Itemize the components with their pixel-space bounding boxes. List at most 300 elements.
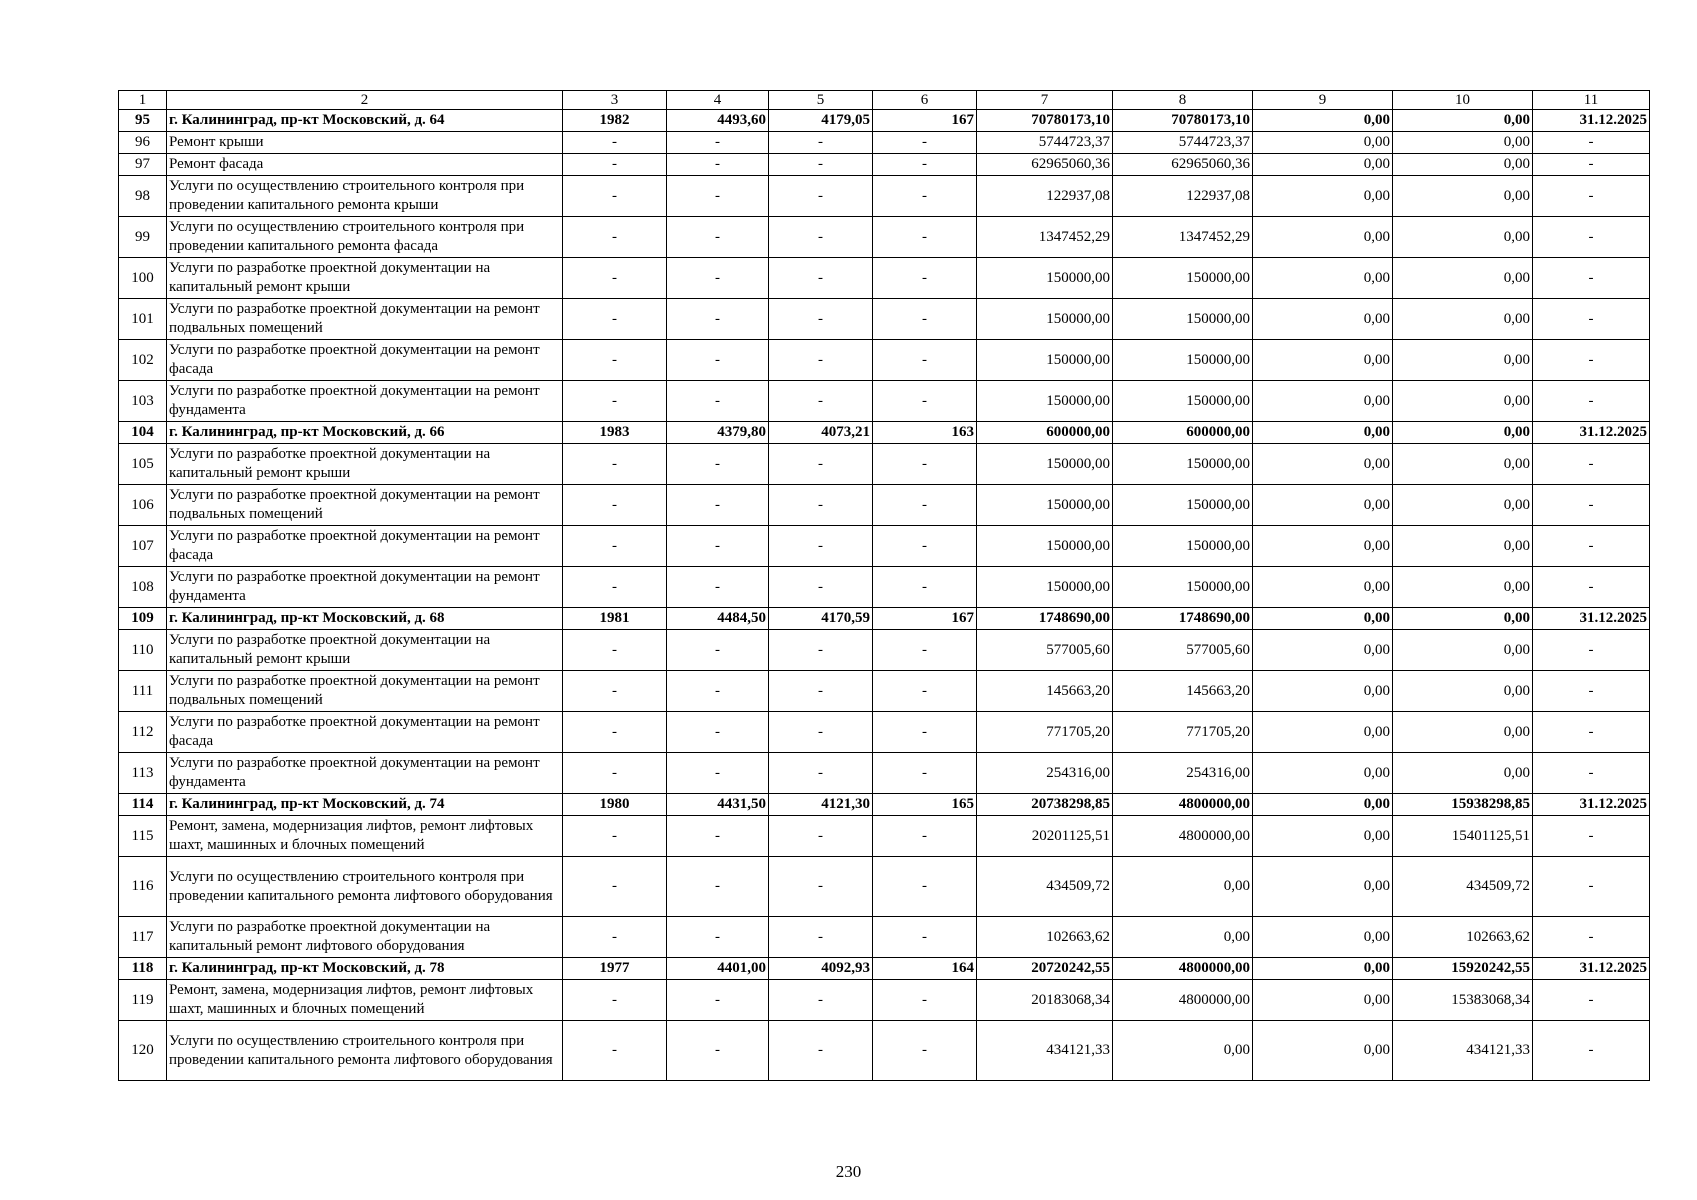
cell-col-6: - bbox=[873, 753, 977, 794]
cell-col-10: 0,00 bbox=[1393, 444, 1533, 485]
cell-col-7: 600000,00 bbox=[977, 422, 1113, 444]
cell-col-6: - bbox=[873, 980, 977, 1021]
cell-col-3: - bbox=[563, 857, 667, 917]
cell-col-5: - bbox=[769, 154, 873, 176]
cell-col-11: - bbox=[1533, 485, 1650, 526]
column-header: 7 bbox=[977, 91, 1113, 110]
row-number: 115 bbox=[119, 816, 167, 857]
cell-col-5: - bbox=[769, 567, 873, 608]
cell-col-8: 0,00 bbox=[1113, 1021, 1253, 1081]
work-item-row bbox=[119, 217, 1650, 258]
item-name: Ремонт крыши bbox=[167, 132, 563, 154]
row-number: 114 bbox=[119, 794, 167, 816]
cell-col-10: 0,00 bbox=[1393, 258, 1533, 299]
cell-col-4: - bbox=[667, 917, 769, 958]
cell-col-10: 0,00 bbox=[1393, 567, 1533, 608]
item-name: Ремонт фасада bbox=[167, 154, 563, 176]
cell-col-10: 15401125,51 bbox=[1393, 816, 1533, 857]
cell-col-3: 1980 bbox=[563, 794, 667, 816]
cell-col-10: 15938298,85 bbox=[1393, 794, 1533, 816]
cell-col-7: 70780173,10 bbox=[977, 110, 1113, 132]
cell-col-7: 150000,00 bbox=[977, 485, 1113, 526]
cell-col-10: 0,00 bbox=[1393, 299, 1533, 340]
cell-col-5: - bbox=[769, 444, 873, 485]
row-number: 108 bbox=[119, 567, 167, 608]
cell-col-7: 771705,20 bbox=[977, 712, 1113, 753]
cell-col-5: - bbox=[769, 132, 873, 154]
cell-col-9: 0,00 bbox=[1253, 567, 1393, 608]
cell-col-10: 102663,62 bbox=[1393, 917, 1533, 958]
cell-col-10: 0,00 bbox=[1393, 753, 1533, 794]
cell-col-8: 150000,00 bbox=[1113, 258, 1253, 299]
item-name: г. Калининград, пр-кт Московский, д. 66 bbox=[167, 422, 563, 444]
cell-col-4: - bbox=[667, 132, 769, 154]
cell-col-5: - bbox=[769, 340, 873, 381]
cell-col-11: 31.12.2025 bbox=[1533, 608, 1650, 630]
cell-col-7: 434121,33 bbox=[977, 1021, 1113, 1081]
cell-col-5: - bbox=[769, 857, 873, 917]
row-number: 111 bbox=[119, 671, 167, 712]
address-row bbox=[119, 958, 1650, 980]
item-name: Услуги по разработке проектной документации на ремонт подвальных помещений bbox=[167, 671, 563, 712]
cell-col-3: - bbox=[563, 671, 667, 712]
cell-col-11: - bbox=[1533, 917, 1650, 958]
cell-col-10: 0,00 bbox=[1393, 422, 1533, 444]
cell-col-10: 15383068,34 bbox=[1393, 980, 1533, 1021]
cell-col-7: 150000,00 bbox=[977, 567, 1113, 608]
cell-col-7: 150000,00 bbox=[977, 258, 1113, 299]
column-header: 10 bbox=[1393, 91, 1533, 110]
cell-col-11: - bbox=[1533, 567, 1650, 608]
cell-col-11: - bbox=[1533, 1021, 1650, 1081]
cell-col-7: 5744723,37 bbox=[977, 132, 1113, 154]
address-row bbox=[119, 422, 1650, 444]
cell-col-9: 0,00 bbox=[1253, 1021, 1393, 1081]
cell-col-3: - bbox=[563, 444, 667, 485]
cell-col-11: - bbox=[1533, 299, 1650, 340]
cell-col-3: - bbox=[563, 753, 667, 794]
cell-col-7: 20720242,55 bbox=[977, 958, 1113, 980]
cell-col-8: 150000,00 bbox=[1113, 567, 1253, 608]
cell-col-10: 0,00 bbox=[1393, 340, 1533, 381]
cell-col-10: 15920242,55 bbox=[1393, 958, 1533, 980]
cell-col-8: 150000,00 bbox=[1113, 526, 1253, 567]
row-number: 120 bbox=[119, 1021, 167, 1081]
cell-col-4: 4493,60 bbox=[667, 110, 769, 132]
cell-col-6: 167 bbox=[873, 110, 977, 132]
cell-col-4: - bbox=[667, 444, 769, 485]
cell-col-8: 771705,20 bbox=[1113, 712, 1253, 753]
cell-col-3: - bbox=[563, 980, 667, 1021]
cell-col-4: 4431,50 bbox=[667, 794, 769, 816]
cell-col-7: 122937,08 bbox=[977, 176, 1113, 217]
cell-col-8: 150000,00 bbox=[1113, 444, 1253, 485]
cell-col-11: - bbox=[1533, 857, 1650, 917]
address-row bbox=[119, 110, 1650, 132]
cell-col-11: - bbox=[1533, 816, 1650, 857]
cell-col-8: 4800000,00 bbox=[1113, 816, 1253, 857]
row-number: 102 bbox=[119, 340, 167, 381]
cell-col-9: 0,00 bbox=[1253, 444, 1393, 485]
work-item-row bbox=[119, 381, 1650, 422]
cell-col-6: - bbox=[873, 1021, 977, 1081]
cell-col-4: - bbox=[667, 176, 769, 217]
cell-col-6: 165 bbox=[873, 794, 977, 816]
item-name: Услуги по осуществлению строительного контроля при проведении капитального ремонта лифтового оборудования bbox=[167, 857, 563, 917]
item-name: Услуги по разработке проектной документации на капитальный ремонт крыши bbox=[167, 630, 563, 671]
row-number: 112 bbox=[119, 712, 167, 753]
cell-col-3: - bbox=[563, 154, 667, 176]
cell-col-3: - bbox=[563, 176, 667, 217]
cell-col-4: - bbox=[667, 671, 769, 712]
cell-col-8: 150000,00 bbox=[1113, 299, 1253, 340]
row-number: 100 bbox=[119, 258, 167, 299]
cell-col-5: - bbox=[769, 917, 873, 958]
column-header: 3 bbox=[563, 91, 667, 110]
cell-col-8: 150000,00 bbox=[1113, 381, 1253, 422]
cell-col-6: - bbox=[873, 258, 977, 299]
cell-col-5: - bbox=[769, 485, 873, 526]
cell-col-4: - bbox=[667, 217, 769, 258]
work-item-row bbox=[119, 154, 1650, 176]
item-name: Ремонт, замена, модернизация лифтов, ремонт лифтовых шахт, машинных и блочных помещений bbox=[167, 980, 563, 1021]
cell-col-11: 31.12.2025 bbox=[1533, 110, 1650, 132]
cell-col-6: - bbox=[873, 567, 977, 608]
work-item-row bbox=[119, 526, 1650, 567]
row-number: 105 bbox=[119, 444, 167, 485]
cell-col-6: - bbox=[873, 712, 977, 753]
cell-col-4: - bbox=[667, 258, 769, 299]
cell-col-5: - bbox=[769, 176, 873, 217]
cell-col-9: 0,00 bbox=[1253, 958, 1393, 980]
cell-col-7: 20201125,51 bbox=[977, 816, 1113, 857]
cell-col-11: - bbox=[1533, 154, 1650, 176]
cell-col-8: 62965060,36 bbox=[1113, 154, 1253, 176]
item-name: Услуги по разработке проектной документации на капитальный ремонт крыши bbox=[167, 258, 563, 299]
cell-col-8: 600000,00 bbox=[1113, 422, 1253, 444]
cell-col-9: 0,00 bbox=[1253, 422, 1393, 444]
cell-col-9: 0,00 bbox=[1253, 630, 1393, 671]
cell-col-6: - bbox=[873, 132, 977, 154]
cell-col-10: 0,00 bbox=[1393, 132, 1533, 154]
cell-col-8: 145663,20 bbox=[1113, 671, 1253, 712]
cell-col-9: 0,00 bbox=[1253, 712, 1393, 753]
work-item-row bbox=[119, 444, 1650, 485]
column-header: 11 bbox=[1533, 91, 1650, 110]
cell-col-7: 150000,00 bbox=[977, 340, 1113, 381]
cell-col-3: - bbox=[563, 299, 667, 340]
cell-col-3: - bbox=[563, 630, 667, 671]
cell-col-11: - bbox=[1533, 526, 1650, 567]
item-name: Услуги по разработке проектной документации на ремонт фундамента bbox=[167, 753, 563, 794]
cell-col-4: - bbox=[667, 299, 769, 340]
cell-col-7: 145663,20 bbox=[977, 671, 1113, 712]
cell-col-4: - bbox=[667, 340, 769, 381]
cell-col-3: 1982 bbox=[563, 110, 667, 132]
cell-col-5: - bbox=[769, 816, 873, 857]
cell-col-4: - bbox=[667, 485, 769, 526]
cell-col-3: - bbox=[563, 526, 667, 567]
cell-col-3: 1983 bbox=[563, 422, 667, 444]
item-name: Услуги по разработке проектной документации на ремонт подвальных помещений bbox=[167, 299, 563, 340]
row-number: 106 bbox=[119, 485, 167, 526]
cell-col-9: 0,00 bbox=[1253, 110, 1393, 132]
work-item-row bbox=[119, 816, 1650, 857]
cell-col-4: - bbox=[667, 712, 769, 753]
cell-col-10: 0,00 bbox=[1393, 485, 1533, 526]
cell-col-9: 0,00 bbox=[1253, 816, 1393, 857]
cell-col-7: 150000,00 bbox=[977, 381, 1113, 422]
cell-col-5: - bbox=[769, 712, 873, 753]
cell-col-9: 0,00 bbox=[1253, 381, 1393, 422]
cell-col-5: 4179,05 bbox=[769, 110, 873, 132]
cell-col-3: - bbox=[563, 485, 667, 526]
cell-col-7: 20738298,85 bbox=[977, 794, 1113, 816]
cell-col-8: 4800000,00 bbox=[1113, 958, 1253, 980]
cell-col-9: 0,00 bbox=[1253, 154, 1393, 176]
row-number: 107 bbox=[119, 526, 167, 567]
cell-col-4: - bbox=[667, 816, 769, 857]
row-number: 104 bbox=[119, 422, 167, 444]
cell-col-11: - bbox=[1533, 753, 1650, 794]
cell-col-3: - bbox=[563, 712, 667, 753]
cell-col-4: - bbox=[667, 526, 769, 567]
work-item-row bbox=[119, 630, 1650, 671]
cell-col-6: - bbox=[873, 299, 977, 340]
cell-col-6: - bbox=[873, 526, 977, 567]
cell-col-7: 150000,00 bbox=[977, 444, 1113, 485]
row-number: 110 bbox=[119, 630, 167, 671]
column-header: 1 bbox=[119, 91, 167, 110]
cell-col-10: 0,00 bbox=[1393, 154, 1533, 176]
cell-col-5: 4073,21 bbox=[769, 422, 873, 444]
row-number: 101 bbox=[119, 299, 167, 340]
item-name: г. Калининград, пр-кт Московский, д. 68 bbox=[167, 608, 563, 630]
cell-col-11: - bbox=[1533, 381, 1650, 422]
cell-col-11: - bbox=[1533, 630, 1650, 671]
row-number: 118 bbox=[119, 958, 167, 980]
cell-col-5: - bbox=[769, 980, 873, 1021]
cell-col-6: 163 bbox=[873, 422, 977, 444]
cell-col-7: 20183068,34 bbox=[977, 980, 1113, 1021]
cell-col-5: - bbox=[769, 258, 873, 299]
column-header: 6 bbox=[873, 91, 977, 110]
cell-col-7: 254316,00 bbox=[977, 753, 1113, 794]
item-name: Ремонт, замена, модернизация лифтов, ремонт лифтовых шахт, машинных и блочных помещений bbox=[167, 816, 563, 857]
row-number: 117 bbox=[119, 917, 167, 958]
cell-col-9: 0,00 bbox=[1253, 671, 1393, 712]
cell-col-9: 0,00 bbox=[1253, 526, 1393, 567]
work-item-row bbox=[119, 980, 1650, 1021]
cell-col-10: 0,00 bbox=[1393, 608, 1533, 630]
cell-col-6: - bbox=[873, 917, 977, 958]
cell-col-3: - bbox=[563, 1021, 667, 1081]
work-item-row bbox=[119, 258, 1650, 299]
column-header: 8 bbox=[1113, 91, 1253, 110]
item-name: Услуги по разработке проектной документации на ремонт подвальных помещений bbox=[167, 485, 563, 526]
program-table bbox=[118, 90, 1650, 1081]
cell-col-10: 0,00 bbox=[1393, 110, 1533, 132]
work-item-row bbox=[119, 132, 1650, 154]
row-number: 116 bbox=[119, 857, 167, 917]
cell-col-4: 4401,00 bbox=[667, 958, 769, 980]
cell-col-5: 4121,30 bbox=[769, 794, 873, 816]
cell-col-5: 4170,59 bbox=[769, 608, 873, 630]
cell-col-4: - bbox=[667, 154, 769, 176]
work-item-row bbox=[119, 753, 1650, 794]
cell-col-5: 4092,93 bbox=[769, 958, 873, 980]
cell-col-9: 0,00 bbox=[1253, 132, 1393, 154]
column-header: 2 bbox=[167, 91, 563, 110]
cell-col-5: - bbox=[769, 526, 873, 567]
cell-col-11: - bbox=[1533, 176, 1650, 217]
row-number: 96 bbox=[119, 132, 167, 154]
cell-col-9: 0,00 bbox=[1253, 258, 1393, 299]
cell-col-6: 167 bbox=[873, 608, 977, 630]
cell-col-8: 1748690,00 bbox=[1113, 608, 1253, 630]
cell-col-7: 434509,72 bbox=[977, 857, 1113, 917]
cell-col-4: - bbox=[667, 857, 769, 917]
cell-col-9: 0,00 bbox=[1253, 980, 1393, 1021]
row-number: 103 bbox=[119, 381, 167, 422]
cell-col-9: 0,00 bbox=[1253, 176, 1393, 217]
cell-col-4: - bbox=[667, 753, 769, 794]
cell-col-10: 0,00 bbox=[1393, 217, 1533, 258]
cell-col-8: 70780173,10 bbox=[1113, 110, 1253, 132]
cell-col-8: 254316,00 bbox=[1113, 753, 1253, 794]
work-item-row bbox=[119, 917, 1650, 958]
cell-col-11: - bbox=[1533, 258, 1650, 299]
item-name: г. Калининград, пр-кт Московский, д. 64 bbox=[167, 110, 563, 132]
cell-col-5: - bbox=[769, 671, 873, 712]
cell-col-6: - bbox=[873, 857, 977, 917]
cell-col-9: 0,00 bbox=[1253, 917, 1393, 958]
address-row bbox=[119, 608, 1650, 630]
cell-col-6: - bbox=[873, 176, 977, 217]
cell-col-4: 4484,50 bbox=[667, 608, 769, 630]
cell-col-7: 1347452,29 bbox=[977, 217, 1113, 258]
cell-col-8: 4800000,00 bbox=[1113, 794, 1253, 816]
item-name: Услуги по осуществлению строительного контроля при проведении капитального ремонта фасада bbox=[167, 217, 563, 258]
cell-col-3: - bbox=[563, 132, 667, 154]
row-number: 113 bbox=[119, 753, 167, 794]
cell-col-4: - bbox=[667, 980, 769, 1021]
row-number: 109 bbox=[119, 608, 167, 630]
cell-col-10: 0,00 bbox=[1393, 526, 1533, 567]
cell-col-4: 4379,80 bbox=[667, 422, 769, 444]
cell-col-10: 434509,72 bbox=[1393, 857, 1533, 917]
cell-col-11: - bbox=[1533, 712, 1650, 753]
cell-col-6: - bbox=[873, 340, 977, 381]
cell-col-9: 0,00 bbox=[1253, 299, 1393, 340]
cell-col-9: 0,00 bbox=[1253, 753, 1393, 794]
cell-col-4: - bbox=[667, 1021, 769, 1081]
cell-col-3: - bbox=[563, 381, 667, 422]
cell-col-5: - bbox=[769, 630, 873, 671]
cell-col-8: 122937,08 bbox=[1113, 176, 1253, 217]
cell-col-9: 0,00 bbox=[1253, 340, 1393, 381]
row-number: 97 bbox=[119, 154, 167, 176]
page-number: 230 bbox=[835, 1162, 862, 1181]
row-number: 95 bbox=[119, 110, 167, 132]
cell-col-10: 0,00 bbox=[1393, 381, 1533, 422]
cell-col-10: 0,00 bbox=[1393, 671, 1533, 712]
cell-col-5: - bbox=[769, 217, 873, 258]
item-name: Услуги по разработке проектной документации на ремонт фасада bbox=[167, 526, 563, 567]
cell-col-10: 0,00 bbox=[1393, 630, 1533, 671]
column-header: 4 bbox=[667, 91, 769, 110]
item-name: Услуги по разработке проектной документации на капитальный ремонт лифтового оборудования bbox=[167, 917, 563, 958]
cell-col-5: - bbox=[769, 299, 873, 340]
cell-col-4: - bbox=[667, 381, 769, 422]
cell-col-10: 0,00 bbox=[1393, 712, 1533, 753]
cell-col-11: 31.12.2025 bbox=[1533, 422, 1650, 444]
cell-col-7: 150000,00 bbox=[977, 299, 1113, 340]
cell-col-11: 31.12.2025 bbox=[1533, 794, 1650, 816]
cell-col-6: - bbox=[873, 217, 977, 258]
cell-col-8: 1347452,29 bbox=[1113, 217, 1253, 258]
cell-col-11: - bbox=[1533, 217, 1650, 258]
cell-col-3: 1977 bbox=[563, 958, 667, 980]
cell-col-6: - bbox=[873, 671, 977, 712]
cell-col-9: 0,00 bbox=[1253, 794, 1393, 816]
cell-col-7: 102663,62 bbox=[977, 917, 1113, 958]
cell-col-10: 434121,33 bbox=[1393, 1021, 1533, 1081]
table-body bbox=[119, 110, 1650, 1081]
work-item-row bbox=[119, 712, 1650, 753]
column-numbers-row bbox=[119, 91, 1650, 110]
cell-col-6: - bbox=[873, 630, 977, 671]
cell-col-6: - bbox=[873, 444, 977, 485]
cell-col-6: - bbox=[873, 485, 977, 526]
work-item-row bbox=[119, 485, 1650, 526]
cell-col-11: - bbox=[1533, 444, 1650, 485]
cell-col-10: 0,00 bbox=[1393, 176, 1533, 217]
cell-col-11: - bbox=[1533, 671, 1650, 712]
cell-col-3: - bbox=[563, 258, 667, 299]
cell-col-7: 150000,00 bbox=[977, 526, 1113, 567]
row-number: 99 bbox=[119, 217, 167, 258]
cell-col-7: 1748690,00 bbox=[977, 608, 1113, 630]
work-item-row bbox=[119, 567, 1650, 608]
cell-col-9: 0,00 bbox=[1253, 857, 1393, 917]
item-name: Услуги по разработке проектной документации на капитальный ремонт крыши bbox=[167, 444, 563, 485]
item-name: Услуги по осуществлению строительного контроля при проведении капитального ремонта лифтового оборудования bbox=[167, 1021, 563, 1081]
cell-col-4: - bbox=[667, 630, 769, 671]
cell-col-7: 62965060,36 bbox=[977, 154, 1113, 176]
cell-col-3: - bbox=[563, 816, 667, 857]
cell-col-9: 0,00 bbox=[1253, 485, 1393, 526]
cell-col-8: 0,00 bbox=[1113, 917, 1253, 958]
cell-col-6: - bbox=[873, 816, 977, 857]
cell-col-8: 150000,00 bbox=[1113, 340, 1253, 381]
work-item-row bbox=[119, 340, 1650, 381]
column-header: 5 bbox=[769, 91, 873, 110]
cell-col-4: - bbox=[667, 567, 769, 608]
cell-col-8: 5744723,37 bbox=[1113, 132, 1253, 154]
cell-col-8: 577005,60 bbox=[1113, 630, 1253, 671]
cell-col-3: 1981 bbox=[563, 608, 667, 630]
cell-col-5: - bbox=[769, 381, 873, 422]
cell-col-6: - bbox=[873, 154, 977, 176]
cell-col-8: 4800000,00 bbox=[1113, 980, 1253, 1021]
work-item-row bbox=[119, 1021, 1650, 1081]
cell-col-9: 0,00 bbox=[1253, 608, 1393, 630]
column-header: 9 bbox=[1253, 91, 1393, 110]
item-name: Услуги по разработке проектной документации на ремонт фундамента bbox=[167, 567, 563, 608]
work-item-row bbox=[119, 857, 1650, 917]
cell-col-6: - bbox=[873, 381, 977, 422]
